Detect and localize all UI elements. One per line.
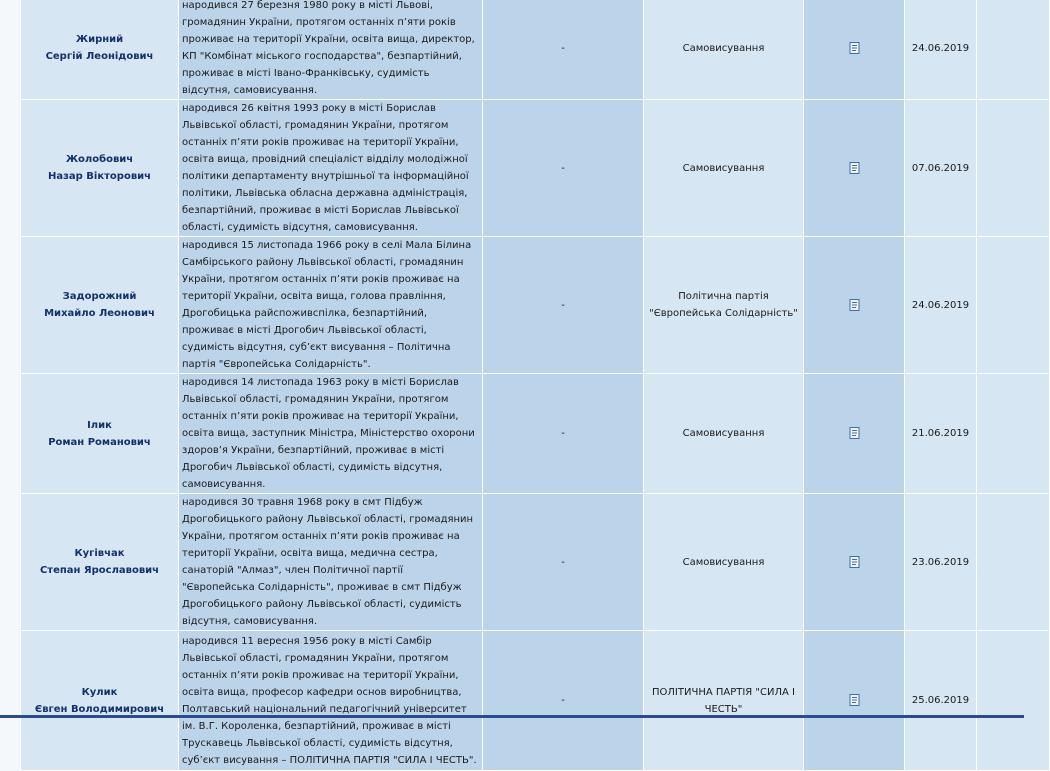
- nomination-cell: Самовисування: [644, 374, 804, 494]
- candidate-bio: народився 15 листопада 1966 року в селі Мала Білина Самбірського району Львівської області, громадянин України, протягом останніх п’яти років проживає на території України, освіта вища, голова правління, Дрогобицька райспоживспілка, безпартійний, проживає в місті Дрогобич Львівської області, судимість відсутня, суб’єкт висування – Політична партія "Європейська Солідарність".: [179, 237, 483, 374]
- candidate-name-cell: [21, 0, 179, 100]
- candidate-name-cell: [21, 631, 179, 771]
- document-cell: [804, 631, 905, 771]
- candidate-surname: Кулик: [81, 686, 118, 698]
- table-row: [21, 237, 1050, 374]
- candidate-given-names: Назар Вікторович: [47, 171, 152, 182]
- candidate-given-names: Роман Романович: [48, 436, 151, 448]
- candidate-given-names: Степан Ярославович: [39, 565, 160, 576]
- candidate-bio: народився 11 вересня 1956 року в місті Самбір Львівської області, громадянин України, протягом останніх п’яти років проживає на території України, освіта вища, професор кафедри основ виробництва, Полтавський національний педагогічний університет ім. В.Г. Короленка, безпартійний, проживає в місті Трускавець Львівської області, судимість відсутня, суб’єкт висування – ПОЛІТИЧНА ПАРТІЯ "СИЛА І ЧЕСТЬ".: [179, 631, 483, 771]
- district-cell: -: [483, 0, 644, 100]
- document-cell: [804, 374, 905, 494]
- table-row: [21, 100, 1050, 237]
- document-icon[interactable]: [849, 162, 860, 174]
- candidates-table: [20, 0, 1050, 771]
- district-cell: -: [483, 631, 644, 771]
- registration-date: 07.06.2019: [905, 100, 977, 237]
- nomination-cell: Самовисування: [644, 494, 804, 631]
- candidate-bio: народився 30 травня 1968 року в смт Підбуж Дрогобицького району Львівської області, громадянин України, протягом останніх п’яти років проживає на території України, освіта вища, медична сестра, санаторій "Алмаз", член Політичної партії "Європейська Солідарність", проживає в смт Підбуж Дрогобицького району Львівської області, судимість відсутня, самовисування.: [179, 494, 483, 631]
- table-row: [21, 631, 1050, 771]
- candidate-surname: Ілик: [87, 419, 112, 431]
- registration-date: 23.06.2019: [905, 494, 977, 631]
- bottom-border: [0, 715, 1024, 718]
- document-cell: [804, 100, 905, 237]
- empty-cell: [977, 631, 1050, 771]
- nomination-cell: Самовисування: [644, 100, 804, 237]
- document-icon[interactable]: [849, 42, 860, 54]
- table-row: [21, 494, 1050, 631]
- empty-cell: [977, 100, 1050, 237]
- candidate-name-cell: [21, 494, 179, 631]
- district-cell: -: [483, 494, 644, 631]
- district-cell: -: [483, 100, 644, 237]
- document-icon[interactable]: [849, 299, 860, 311]
- candidate-given-names: Михайло Леонович: [44, 308, 155, 319]
- candidate-surname: Жолобович: [65, 154, 134, 165]
- candidate-given-names: Євген Володимирович: [34, 703, 165, 715]
- registration-date: 25.06.2019: [905, 631, 977, 771]
- document-icon[interactable]: [849, 694, 860, 706]
- candidate-bio: народився 14 листопада 1963 року в місті Борислав Львівської області, громадянин України, протягом останніх п’яти років проживає на території України, освіта вища, заступник Міністра, Міністерство охорони здоров’я України, безпартійний, проживає в місті Дрогобич Львівської області, судимість відсутня, самовисування.: [179, 374, 483, 494]
- candidate-bio: народився 26 квітня 1993 року в місті Борислав Львівської області, громадянин України, протягом останніх п’яти років проживає на території України, освіта вища, провідний спеціаліст відділу молодіжної політики департаменту внутрішньої та інформаційної політики, Львівська обласна державна адміністрація, безпартійний, проживає в місті Борислав Львівської області, судимість відсутня, самовисування.: [179, 100, 483, 237]
- empty-cell: [977, 0, 1050, 100]
- candidate-bio: народився 27 березня 1980 року в місті Львові, громадянин України, протягом останніх п’яти років проживає на території України, освіта вища, директор, КП "Комбінат міського господарства", безпартійний, проживає в місті Івано-Франківську, судимість відсутня, самовисування.: [179, 0, 483, 100]
- candidate-name-cell: [21, 237, 179, 374]
- document-icon[interactable]: [849, 556, 860, 568]
- nomination-cell: Самовисування: [644, 0, 804, 100]
- candidate-surname: Задорожний: [62, 291, 137, 302]
- district-cell: -: [483, 374, 644, 494]
- table-row: [21, 0, 1050, 100]
- empty-cell: [977, 237, 1050, 374]
- document-icon[interactable]: [849, 427, 860, 439]
- empty-cell: [977, 374, 1050, 494]
- registration-date: 21.06.2019: [905, 374, 977, 494]
- registration-date: 24.06.2019: [905, 237, 977, 374]
- nomination-cell: ПОЛІТИЧНА ПАРТІЯ "СИЛА І ЧЕСТЬ": [644, 631, 804, 771]
- candidate-given-names: Сергій Леонідович: [45, 51, 154, 62]
- candidate-name-cell: [21, 100, 179, 237]
- document-cell: [804, 0, 905, 100]
- nomination-cell: Політична партія "Європейська Солідарність": [644, 237, 804, 374]
- table-row: [21, 374, 1050, 494]
- registration-date: 24.06.2019: [905, 0, 977, 100]
- candidate-surname: Жирний: [75, 34, 124, 45]
- document-cell: [804, 237, 905, 374]
- empty-cell: [977, 494, 1050, 631]
- candidate-name-cell: [21, 374, 179, 494]
- candidate-surname: Кугівчак: [74, 548, 125, 559]
- district-cell: -: [483, 237, 644, 374]
- document-cell: [804, 494, 905, 631]
